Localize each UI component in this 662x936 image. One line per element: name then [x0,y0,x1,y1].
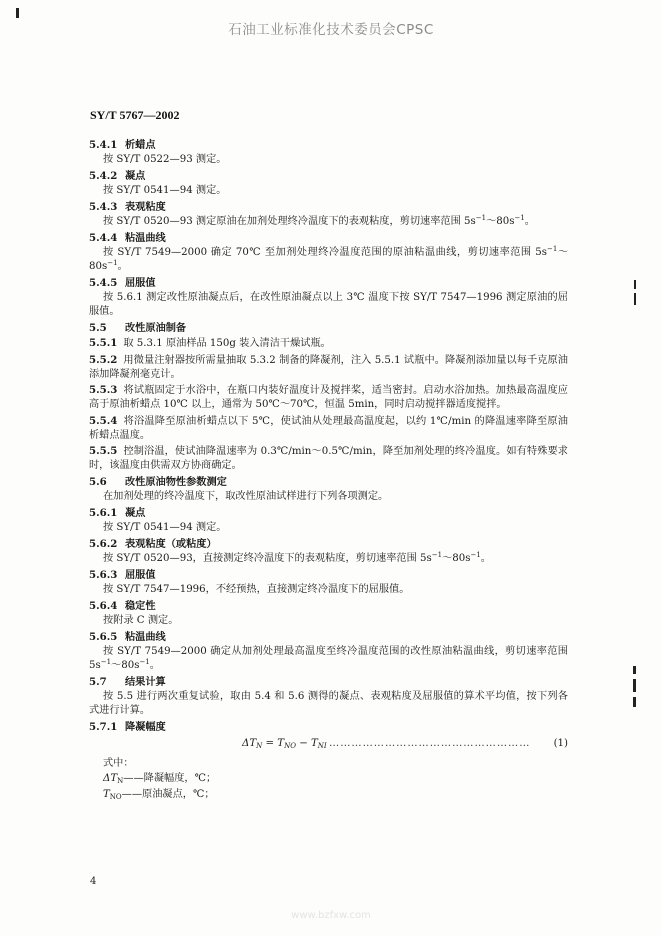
scan-mark-right-5 [633,697,636,707]
scan-mark-right-4 [633,679,636,692]
scan-mark-top-left [16,8,19,18]
section-5-5-heading: 5.5 改性原油制备 [89,321,187,334]
section-5-6-heading: 5.6 改性原油物性参数测定 [89,475,227,488]
section-5-6-1-body: 按 SY/T 0541—94 测定。 [103,522,227,533]
section-5-6-body: 在加剂处理的终冷温度下，取改性原油试样进行下列各项测定。 [103,491,389,502]
section-5-6-4-heading: 5.6.4 稳定性 [89,599,156,612]
section-5-4-5-body: 按 5.6.1 测定改性原油凝点后，在改性原油凝点以上 3℃ 温度下按 SY/T 7547—1996 测定原油的屈服值。 [89,292,568,317]
section-5-4-3-heading: 5.4.3 表观粘度 [89,200,166,213]
where-label: 式中： [103,757,134,769]
section-5-4-2-heading: 5.4.2 凝点 [89,169,146,182]
section-5-4-1-body: 按 SY/T 0522—93 测定。 [103,154,227,165]
section-5-6-1-heading: 5.6.1 凝点 [89,506,146,519]
formula-1-number: (1) [553,737,568,749]
formula-1-leader-dots: ……………………………………………… [329,737,531,749]
section-5-4-2-body: 按 SY/T 0541—94 测定。 [103,185,227,196]
standard-id: SY/T 5767—2002 [90,108,180,122]
section-5-6-2-heading: 5.6.2 表观粘度（或粘度） [89,537,217,550]
section-5-4-4-body: 按 SY/T 7549—2000 确定 70℃ 至加剂处理终冷温度范围的原油粘温曲线，剪切速率范围 $5s^{-1}\sim 80s^{-1}$。 [89,245,569,272]
section-5-6-5-heading: 5.6.5 粘温曲线 [89,630,166,643]
section-5-6-3-body: 按 SY/T 7547—1996，不经预热，直接测定终冷温度下的屈服值。 [103,584,410,595]
formula-1 [89,737,568,753]
definition-tno: $T_{NO}——$原油凝点，℃； [103,788,215,801]
section-5-5-2: 5.5.2 用微量注射器按所需量抽取 5.3.2 制备的降凝剂，注入 5.5.1 试瓶中。降凝剂添加量以每千克原油添加降凝剂毫克计。 [89,353,568,380]
definition-delta-tn: $\Delta T_N——$降凝幅度，℃； [103,773,217,785]
section-5-7-1-heading: 5.7.1 降凝幅度 [89,720,166,733]
section-5-4-5-heading: 5.4.5 屈服值 [89,276,156,289]
header-watermark: 石油工业标准化技术委员会CPSC [228,22,434,38]
section-5-6-5-body: 按 SY/T 7549—2000 确定从加剂处理最高温度至终冷温度范围的改性原油粘温曲线，剪切速率范围 $5s^{-1}\sim 80s^{-1}$。 [89,646,568,671]
scan-mark-right-3 [633,666,636,674]
scan-mark-right-2 [634,293,636,305]
section-5-5-5: 5.5.5 控制浴温，使试油降温速率为 0.3℃/min～0.5℃/min，降至加剂处理的终冷温度。如有特殊要求时，该温度由供需双方协商确定。 [89,445,568,471]
section-5-5-3: 5.5.3 将试瓶固定于水浴中，在瓶口内装好温度计及搅拌桨，适当密封。启动水浴加热。加热最高温度应高于原油析蜡点 10℃ 以上，通常为 50℃～70℃，恒温 5min，同时启动搅拌器适度搅拌。 [89,384,568,410]
section-5-4-3-body: 按 SY/T 0520—93 测定原油在加剂处理终冷温度下的表观粘度，剪切速率范围 $5s^{-1}\sim 80s^{-1}$。 [103,214,535,227]
section-5-4-1-heading: 5.4.1 析蜡点 [89,138,156,151]
formula-1-expression: $\Delta T_N = T_{NO} - T_{NI}$ [242,737,327,750]
scan-mark-right-1 [634,280,636,289]
section-5-4-4-heading: 5.4.4 粘温曲线 [89,231,166,244]
document-body [89,136,568,803]
section-5-6-2-body: 按 SY/T 0520—93，直接测定终冷温度下的表观粘度，剪切速率范围 $5s^{-1}\sim 80s^{-1}$。 [103,551,491,564]
section-5-6-3-heading: 5.6.3 屈服值 [89,568,156,581]
section-5-5-4: 5.5.4 将浴温降至原油析蜡点以下 5℃，使试油从处理最高温度起，以约 1℃/min 的降温速率降至原油析蜡点温度。 [89,414,568,441]
section-5-7-body: 按 5.5 进行两次重复试验，取由 5.4 和 5.6 测得的凝点、表观粘度及屈服值的算术平均值，按下列各式进行计算。 [89,691,568,716]
footer-watermark: www.bzfxw.com [291,910,371,921]
section-5-5-1: 5.5.1 取 5.3.1 原油样品 150g 装入清洁干燥试瓶。 [89,337,331,349]
section-5-7-heading: 5.7 结果计算 [89,675,166,688]
page-number: 4 [90,876,97,887]
section-5-6-4-body: 按附录 C 测定。 [103,615,179,626]
